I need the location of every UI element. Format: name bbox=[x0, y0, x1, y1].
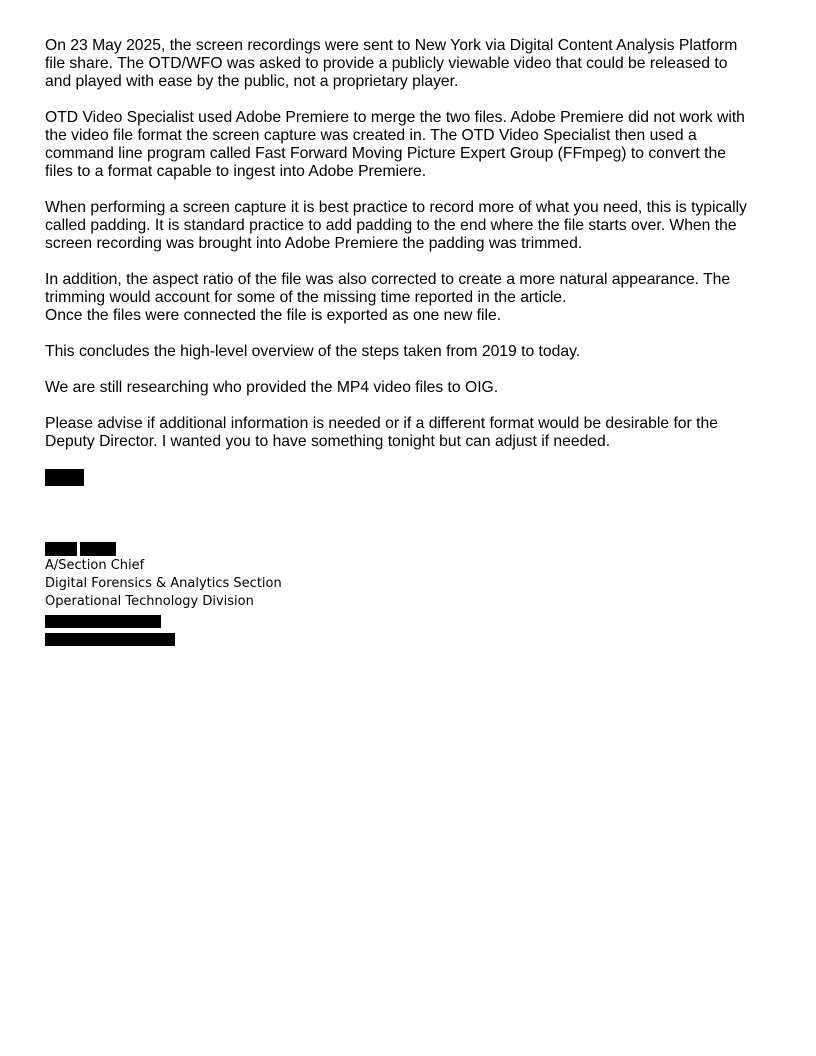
signer-division: Operational Technology Division bbox=[45, 594, 254, 609]
text-line: called padding. It is standard practice to add padding to the end where the file starts over. When the bbox=[45, 217, 737, 234]
paragraph-padding bbox=[45, 199, 775, 253]
paragraph-file-share bbox=[45, 37, 775, 91]
text-line: Once the files were connected the file is exported as one new file. bbox=[45, 307, 502, 324]
signature-lines bbox=[45, 557, 282, 611]
text-line: trimming would account for some of the missing time reported in the article. bbox=[45, 289, 567, 306]
paragraph-premiere-merge bbox=[45, 109, 775, 181]
text-line: On 23 May 2025, the screen recordings were sent to New York via Digital Content Analysis Platform bbox=[45, 37, 738, 54]
text-line: OTD Video Specialist used Adobe Premiere to merge the two files. Adobe Premiere did not work with bbox=[45, 109, 745, 126]
text-line: This concludes the high-level overview of the steps taken from 2019 to today. bbox=[45, 343, 581, 360]
text-line: In addition, the aspect ratio of the file was also corrected to create a more natural appearance. The bbox=[45, 271, 731, 288]
text-line: command line program called Fast Forward Moving Picture Expert Group (FFmpeg) to convert the bbox=[45, 145, 726, 162]
redacted-contact-line bbox=[45, 615, 161, 628]
paragraph-advise bbox=[45, 415, 775, 451]
redacted-first-name bbox=[45, 542, 77, 556]
text-line: the video file format the screen capture was created in. The OTD Video Specialist then used a bbox=[45, 127, 697, 144]
text-line: When performing a screen capture it is best practice to record more of what you need, this is typically bbox=[45, 199, 747, 216]
text-line: We are still researching who provided the MP4 video files to OIG. bbox=[45, 379, 499, 396]
text-line: file share. The OTD/WFO was asked to provide a publicly viewable video that could be released to bbox=[45, 55, 728, 72]
text-line: Please advise if additional information is needed or if a different format would be desirable for the bbox=[45, 415, 718, 432]
paragraph-aspect-ratio bbox=[45, 271, 775, 325]
redacted-initials bbox=[45, 469, 84, 486]
signer-section: Digital Forensics & Analytics Section bbox=[45, 576, 282, 591]
text-line: Deputy Director. I wanted you to have something tonight but can adjust if needed. bbox=[45, 433, 611, 450]
text-line: screen recording was brought into Adobe Premiere the padding was trimmed. bbox=[45, 235, 583, 252]
paragraph-conclusion bbox=[45, 343, 775, 361]
redacted-last-name bbox=[80, 542, 116, 556]
text-line: files to a format capable to ingest into Adobe Premiere. bbox=[45, 163, 427, 180]
text-line: and played with ease by the public, not a proprietary player. bbox=[45, 73, 459, 90]
signature-block bbox=[45, 469, 282, 609]
redacted-contact-line bbox=[45, 633, 175, 646]
signer-title: A/Section Chief bbox=[45, 558, 145, 573]
paragraph-research bbox=[45, 379, 775, 397]
email-body bbox=[45, 37, 775, 469]
